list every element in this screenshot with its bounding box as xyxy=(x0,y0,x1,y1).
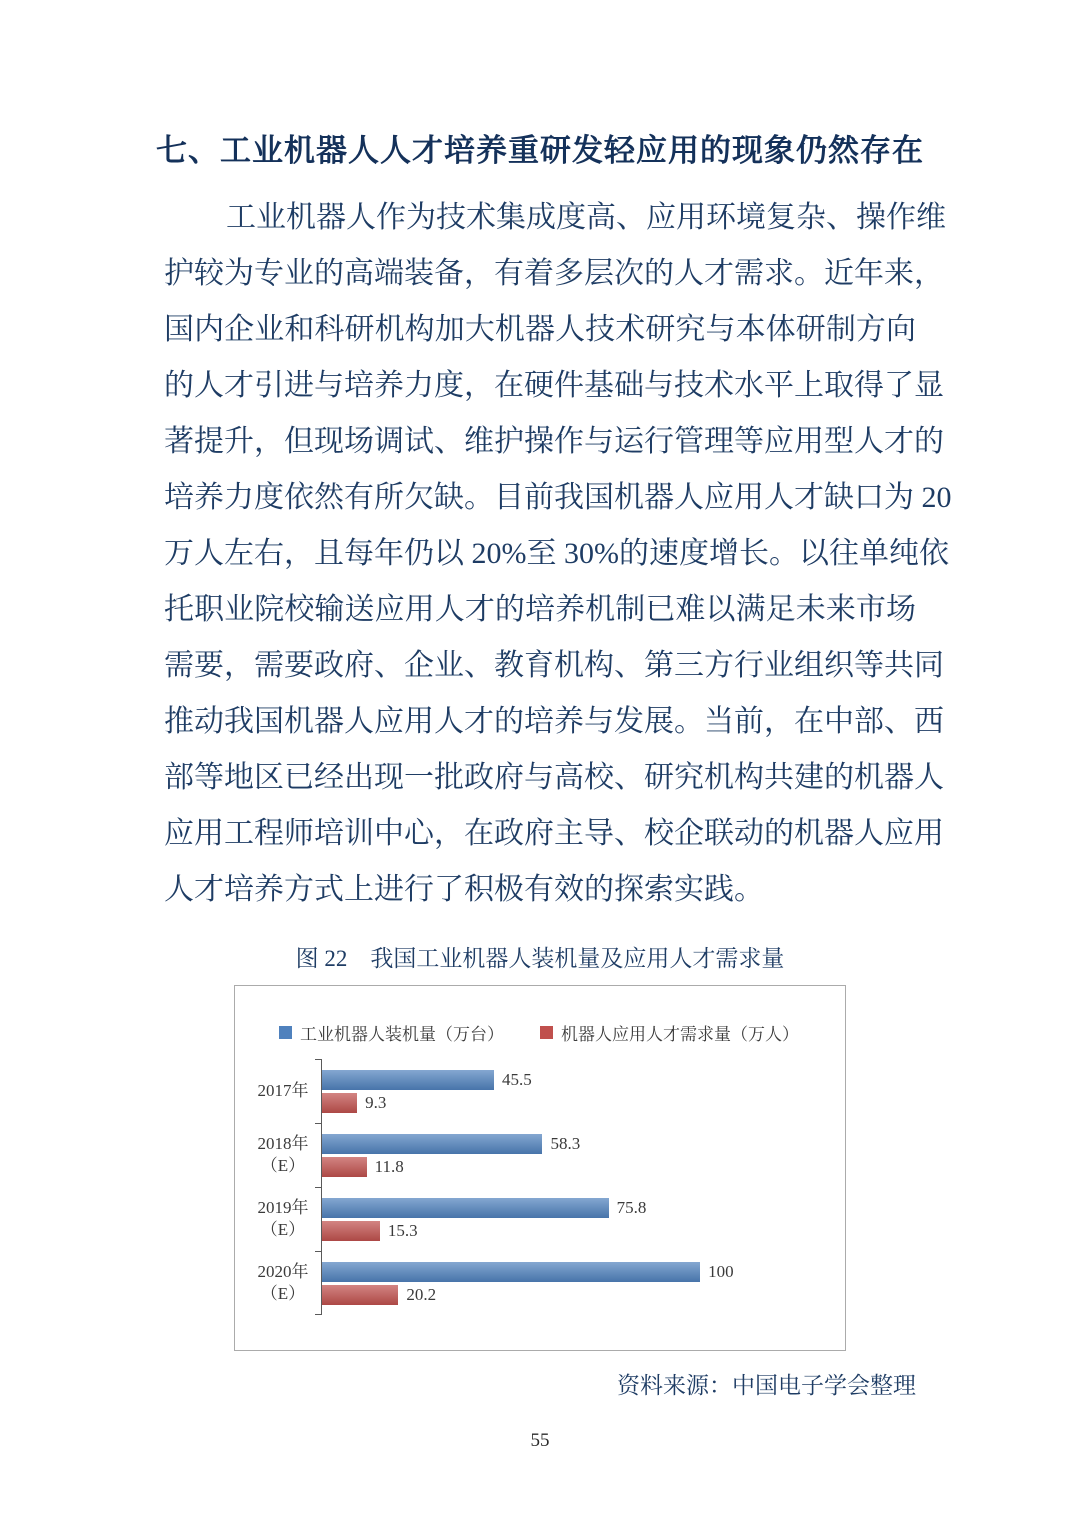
bar-group xyxy=(321,1059,833,1123)
paragraph-line: 万人左右，且每年仍以 20%至 30%的速度增长。以往单纯依 xyxy=(164,537,949,570)
legend-marker xyxy=(279,1026,292,1039)
bar-chart xyxy=(234,985,846,1351)
paragraph-line: 人才培养方式上进行了积极有效的探索实践。 xyxy=(164,873,764,906)
bar xyxy=(322,1134,542,1154)
bar-group xyxy=(321,1187,833,1251)
bar-line xyxy=(322,1220,833,1241)
bar-line xyxy=(322,1261,833,1282)
paragraph-line: 的人才引进与培养力度，在硬件基础与技术水平上取得了显 xyxy=(164,369,944,402)
bar xyxy=(322,1157,367,1177)
paragraph-line: 护较为专业的高端装备，有着多层次的人才需求。近年来， xyxy=(164,257,944,290)
category-label: 2020年（E） xyxy=(257,1262,309,1303)
paragraph-line: 国内企业和科研机构加大机器人技术研究与本体研制方向 xyxy=(164,313,916,346)
bar-value-label: 100 xyxy=(708,1261,734,1281)
bar xyxy=(322,1262,700,1282)
bar-line xyxy=(322,1284,833,1305)
chart-row xyxy=(245,1251,833,1315)
legend-item xyxy=(540,1020,799,1045)
category-label: 2019年（E） xyxy=(257,1198,309,1239)
page-number: 55 xyxy=(530,1430,550,1451)
legend-label: 机器人应用人才需求量（万人） xyxy=(561,1025,799,1044)
legend-item xyxy=(279,1020,504,1045)
bar-value-label: 9.3 xyxy=(365,1092,387,1112)
bar-line xyxy=(322,1197,833,1218)
bar-line xyxy=(322,1133,833,1154)
category-label: 2018年（E） xyxy=(257,1134,309,1175)
category-label: 2017年 xyxy=(257,1081,309,1100)
bar xyxy=(322,1070,494,1090)
paragraph-line: 工业机器人作为技术集成度高、应用环境复杂、操作维 xyxy=(226,201,946,234)
paragraph-line: 推动我国机器人应用人才的培养与发展。当前，在中部、西 xyxy=(164,705,944,738)
chart-legend xyxy=(245,1020,833,1045)
paragraph-line: 托职业院校输送应用人才的培养机制已难以满足未来市场 xyxy=(164,593,916,626)
bar-value-label: 58.3 xyxy=(550,1133,581,1153)
section-heading: 七、工业机器人人才培养重研发轻应用的现象仍然存在 xyxy=(156,133,924,168)
bar-line xyxy=(322,1156,833,1177)
bar-value-label: 20.2 xyxy=(406,1284,437,1304)
legend-label: 工业机器人装机量（万台） xyxy=(300,1025,504,1044)
bar-group xyxy=(321,1123,833,1187)
paragraph-line: 部等地区已经出现一批政府与高校、研究机构共建的机器人 xyxy=(164,761,944,794)
bar xyxy=(322,1198,609,1218)
legend-marker xyxy=(540,1026,553,1039)
chart-row xyxy=(245,1059,833,1123)
bar xyxy=(322,1285,398,1305)
bar xyxy=(322,1093,357,1113)
figure-caption: 图 22 我国工业机器人装机量及应用人才需求量 xyxy=(295,946,785,971)
paragraph-line: 培养力度依然有所欠缺。目前我国机器人应用人才缺口为 20 xyxy=(164,481,952,514)
bar-value-label: 45.5 xyxy=(502,1069,532,1089)
paragraph-line: 应用工程师培训中心，在政府主导、校企联动的机器人应用 xyxy=(164,817,944,850)
bar-value-label: 75.8 xyxy=(616,1197,647,1217)
bar-value-label: 11.8 xyxy=(374,1156,404,1176)
paragraph-line: 著提升，但现场调试、维护操作与运行管理等应用型人才的 xyxy=(164,425,944,458)
bar-value-label: 15.3 xyxy=(387,1220,418,1240)
chart-row xyxy=(245,1123,833,1187)
bar-line xyxy=(322,1069,833,1090)
source-note: 资料来源：中国电子学会整理 xyxy=(617,1373,916,1398)
body-paragraph xyxy=(164,190,952,918)
bar-line xyxy=(322,1092,833,1113)
chart-row xyxy=(245,1187,833,1251)
bar-group xyxy=(321,1251,833,1315)
paragraph-line: 需要，需要政府、企业、教育机构、第三方行业组织等共同 xyxy=(164,649,944,682)
chart-plot-area xyxy=(245,1059,833,1315)
bar xyxy=(322,1221,380,1241)
